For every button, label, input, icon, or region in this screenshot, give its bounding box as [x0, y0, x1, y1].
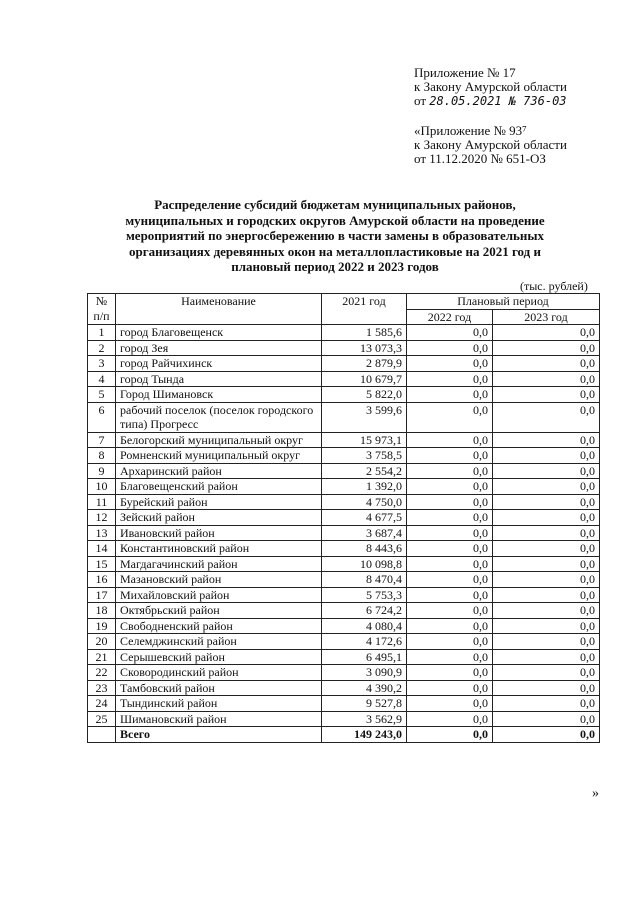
appendix-17-date — [414, 94, 567, 108]
table-row — [88, 356, 600, 372]
row-value-2021: 8 443,6 — [322, 541, 407, 557]
table-row — [88, 387, 600, 403]
row-number: 20 — [88, 634, 116, 650]
row-value-2022: 0,0 — [407, 665, 493, 681]
table-row — [88, 479, 600, 495]
row-value-2021: 6 724,2 — [322, 603, 407, 619]
table-row — [88, 494, 600, 510]
row-value-2023: 0,0 — [493, 356, 600, 372]
total-row — [88, 727, 600, 743]
row-name: Михайловский район — [116, 587, 322, 603]
row-value-2021: 1 585,6 — [322, 325, 407, 341]
title-line: организациях деревянных окон на металлопластиковые на 2021 год и — [128, 243, 541, 259]
row-value-2023: 0,0 — [493, 432, 600, 448]
row-value-2022: 0,0 — [407, 479, 493, 495]
row-value-2022: 0,0 — [407, 696, 493, 712]
row-name: город Зея — [116, 340, 322, 356]
row-value-2021: 1 392,0 — [322, 479, 407, 495]
row-value-2022: 0,0 — [407, 387, 493, 403]
table-row — [88, 541, 600, 557]
row-name: город Райчихинск — [116, 356, 322, 372]
row-value-2023: 0,0 — [493, 711, 600, 727]
row-name: Архаринский район — [116, 463, 322, 479]
table-row — [88, 696, 600, 712]
row-value-2022: 0,0 — [407, 634, 493, 650]
row-value-2023: 0,0 — [493, 325, 600, 341]
title-line: плановый период 2022 и 2023 годов — [231, 259, 439, 274]
table-row — [88, 325, 600, 341]
row-value-2021: 2 879,9 — [322, 356, 407, 372]
row-value-2022: 0,0 — [407, 603, 493, 619]
row-value-2023: 0,0 — [493, 618, 600, 634]
row-value-2022: 0,0 — [407, 494, 493, 510]
row-value-2023: 0,0 — [493, 402, 600, 432]
row-number: 23 — [88, 680, 116, 696]
row-value-2022: 0,0 — [407, 463, 493, 479]
table-header-row — [88, 294, 600, 310]
row-value-2022: 0,0 — [407, 587, 493, 603]
row-value-2021: 9 527,8 — [322, 696, 407, 712]
table-row — [88, 634, 600, 650]
row-value-2021: 4 677,5 — [322, 510, 407, 526]
row-name: город Благовещенск — [116, 325, 322, 341]
table-row — [88, 432, 600, 448]
row-number: 14 — [88, 541, 116, 557]
row-name: Свободненский район — [116, 618, 322, 634]
row-value-2021: 3 758,5 — [322, 448, 407, 464]
row-value-2021: 6 495,1 — [322, 649, 407, 665]
row-value-2023: 0,0 — [493, 649, 600, 665]
row-number: 7 — [88, 432, 116, 448]
row-value-2021: 4 172,6 — [322, 634, 407, 650]
row-name: Константиновский район — [116, 541, 322, 557]
date-prefix: от — [414, 93, 427, 108]
row-value-2021: 4 080,4 — [322, 618, 407, 634]
table-row — [88, 665, 600, 681]
row-value-2023: 0,0 — [493, 510, 600, 526]
row-number: 9 — [88, 463, 116, 479]
table-row — [88, 371, 600, 387]
row-value-2023: 0,0 — [493, 541, 600, 557]
row-number: 22 — [88, 665, 116, 681]
table-row — [88, 556, 600, 572]
row-number: 21 — [88, 649, 116, 665]
row-name: Ивановский район — [116, 525, 322, 541]
row-number: 4 — [88, 371, 116, 387]
header-num: № п/п — [88, 294, 116, 325]
table-row — [88, 587, 600, 603]
row-value-2022: 0,0 — [407, 711, 493, 727]
row-name: Серышевский район — [116, 649, 322, 665]
row-value-2022: 0,0 — [407, 541, 493, 557]
appendix-93-title: «Приложение № 93⁷ — [414, 123, 527, 138]
row-number: 24 — [88, 696, 116, 712]
subsidy-table — [87, 293, 600, 743]
row-name: Бурейский район — [116, 494, 322, 510]
table-row — [88, 463, 600, 479]
row-value-2021: 4 390,2 — [322, 680, 407, 696]
row-value-2022: 0,0 — [407, 510, 493, 526]
row-number: 12 — [88, 510, 116, 526]
row-value-2021: 10 679,7 — [322, 371, 407, 387]
row-number: 3 — [88, 356, 116, 372]
handwritten-date-number: 28.05.2021 № 736-03 — [429, 94, 567, 108]
units-label: (тыс. рублей) — [520, 279, 588, 293]
row-value-2023: 0,0 — [493, 556, 600, 572]
total-value-2022: 0,0 — [407, 727, 493, 743]
row-value-2023: 0,0 — [493, 371, 600, 387]
row-value-2022: 0,0 — [407, 618, 493, 634]
row-value-2021: 3 090,9 — [322, 665, 407, 681]
row-number: 25 — [88, 711, 116, 727]
table-row — [88, 402, 600, 432]
row-number: 5 — [88, 387, 116, 403]
row-number: 8 — [88, 448, 116, 464]
row-name: Шимановский район — [116, 711, 322, 727]
row-name: Тамбовский район — [116, 680, 322, 696]
table-row — [88, 340, 600, 356]
row-value-2021: 2 554,2 — [322, 463, 407, 479]
row-value-2023: 0,0 — [493, 494, 600, 510]
table-row — [88, 448, 600, 464]
table-row — [88, 510, 600, 526]
header-2022: 2022 год — [407, 309, 493, 325]
row-value-2023: 0,0 — [493, 463, 600, 479]
row-value-2023: 0,0 — [493, 603, 600, 619]
row-value-2022: 0,0 — [407, 448, 493, 464]
row-value-2023: 0,0 — [493, 479, 600, 495]
header-2023: 2023 год — [493, 309, 600, 325]
row-name: Магдагачинский район — [116, 556, 322, 572]
row-value-2021: 3 562,9 — [322, 711, 407, 727]
appendix-93-date: от 11.12.2020 № 651-ОЗ — [414, 151, 546, 166]
title-line: мероприятий по энергосбережению в части замены в образовательных — [125, 228, 545, 243]
row-value-2022: 0,0 — [407, 356, 493, 372]
row-name: Октябрьский район — [116, 603, 322, 619]
title-line: муниципальных и городских округов Амурской области на проведение — [125, 212, 545, 228]
row-value-2022: 0,0 — [407, 340, 493, 356]
row-number: 6 — [88, 402, 116, 432]
row-name: рабочий поселок (поселок городского типа) Прогресс — [116, 402, 322, 432]
total-value-2021: 149 243,0 — [322, 727, 407, 743]
row-value-2022: 0,0 — [407, 402, 493, 432]
row-number: 13 — [88, 525, 116, 541]
row-number: 1 — [88, 325, 116, 341]
row-name: Город Шимановск — [116, 387, 322, 403]
row-value-2023: 0,0 — [493, 387, 600, 403]
row-value-2022: 0,0 — [407, 432, 493, 448]
row-value-2022: 0,0 — [407, 371, 493, 387]
row-name: город Тында — [116, 371, 322, 387]
row-value-2023: 0,0 — [493, 572, 600, 588]
row-value-2023: 0,0 — [493, 665, 600, 681]
row-value-2022: 0,0 — [407, 556, 493, 572]
total-value-2023: 0,0 — [493, 727, 600, 743]
row-number: 2 — [88, 340, 116, 356]
row-name: Селемджинский район — [116, 634, 322, 650]
title-line: Распределение субсидий бюджетам муниципальных районов, — [154, 197, 516, 212]
row-value-2021: 5 822,0 — [322, 387, 407, 403]
row-name: Ромненский муниципальный округ — [116, 448, 322, 464]
row-value-2023: 0,0 — [493, 525, 600, 541]
row-name: Благовещенский район — [116, 479, 322, 495]
row-number: 18 — [88, 603, 116, 619]
header-plan-period: Плановый период — [407, 294, 600, 310]
row-number: 15 — [88, 556, 116, 572]
appendix-17-law: к Закону Амурской области — [414, 79, 567, 94]
row-name: Сковородинский район — [116, 665, 322, 681]
row-value-2022: 0,0 — [407, 525, 493, 541]
header-2021: 2021 год — [322, 294, 407, 325]
row-number: 17 — [88, 587, 116, 603]
appendix-93-law: к Закону Амурской области — [414, 137, 567, 152]
table-row — [88, 603, 600, 619]
row-value-2023: 0,0 — [493, 340, 600, 356]
row-number: 10 — [88, 479, 116, 495]
row-value-2023: 0,0 — [493, 587, 600, 603]
row-value-2021: 13 073,3 — [322, 340, 407, 356]
row-value-2021: 10 098,8 — [322, 556, 407, 572]
row-value-2021: 8 470,4 — [322, 572, 407, 588]
row-value-2023: 0,0 — [493, 680, 600, 696]
row-name: Мазановский район — [116, 572, 322, 588]
table-row — [88, 649, 600, 665]
row-number: 19 — [88, 618, 116, 634]
header-name: Наименование — [116, 294, 322, 325]
row-value-2022: 0,0 — [407, 572, 493, 588]
row-name: Белогорский муниципальный округ — [116, 432, 322, 448]
total-label: Всего — [116, 727, 322, 743]
row-value-2021: 5 753,3 — [322, 587, 407, 603]
row-number: 11 — [88, 494, 116, 510]
row-value-2023: 0,0 — [493, 634, 600, 650]
table-row — [88, 618, 600, 634]
row-name: Тындинский район — [116, 696, 322, 712]
table-row — [88, 525, 600, 541]
table-row — [88, 680, 600, 696]
closing-quote: » — [592, 786, 599, 801]
row-value-2022: 0,0 — [407, 649, 493, 665]
row-name: Зейский район — [116, 510, 322, 526]
row-value-2023: 0,0 — [493, 448, 600, 464]
row-value-2022: 0,0 — [407, 680, 493, 696]
total-num-cell — [88, 727, 116, 743]
row-value-2023: 0,0 — [493, 696, 600, 712]
row-value-2022: 0,0 — [407, 325, 493, 341]
row-number: 16 — [88, 572, 116, 588]
row-value-2021: 3 599,6 — [322, 402, 407, 432]
table-row — [88, 572, 600, 588]
table-row — [88, 711, 600, 727]
appendix-17-title: Приложение № 17 — [414, 65, 516, 80]
row-value-2021: 3 687,4 — [322, 525, 407, 541]
row-value-2021: 4 750,0 — [322, 494, 407, 510]
document-title — [70, 197, 600, 275]
row-value-2021: 15 973,1 — [322, 432, 407, 448]
